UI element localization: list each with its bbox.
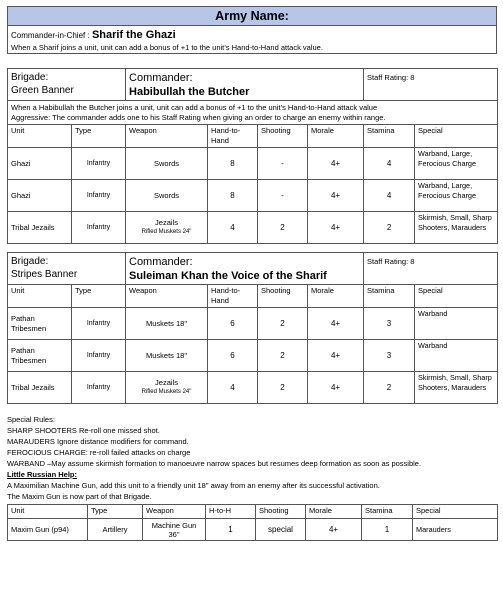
brigade-stripes-banner-table (7, 252, 498, 404)
help-line-2: The Maxim Gun is now part of that Brigade. (7, 492, 152, 501)
col-stamina: Stamina (364, 125, 415, 148)
commander-label: Commander: (129, 72, 193, 84)
special-rules (7, 414, 497, 502)
unit-hth: 8 (208, 148, 258, 180)
unit-shooting: special (256, 519, 306, 541)
col-special: Special (413, 505, 498, 519)
brigade-cell (8, 69, 126, 101)
col-type: Type (88, 505, 143, 519)
special-rules-title: Special Rules: (7, 415, 55, 424)
col-morale: Morale (308, 125, 364, 148)
weapon-main: Swords (154, 190, 180, 200)
col-morale: Morale (308, 285, 364, 308)
unit-shooting: 2 (258, 340, 308, 372)
col-shooting: Shooting (258, 285, 308, 308)
brigade-green-banner-table (7, 68, 498, 244)
col-hand-to-hand: Hand-to-Hand (208, 285, 258, 308)
unit-name: Ghazi (8, 148, 72, 180)
unit-weapon: Machine Gun 36" (143, 519, 206, 541)
unit-special: Warband (415, 340, 498, 372)
staff-rating: Staff Rating: 8 (367, 257, 415, 266)
unit-special: Skirmish, Small, Sharp Shooters, Marauders (415, 372, 498, 404)
staff-rating: Staff Rating: 8 (367, 73, 415, 82)
unit-shooting: - (258, 180, 308, 212)
unit-name: Pathan Tribesmen (8, 340, 72, 372)
staff-rating-cell (364, 69, 498, 101)
weapon-main: Jezails (155, 378, 178, 387)
cic-rule: When a Sharif joins a unit, unit can add a bonus of +1 to the unit’s Hand-to-Hand attack value. (11, 43, 323, 52)
weapon-main: Muskets 18" (145, 350, 187, 360)
special-rule-line: SHARP SHOOTERS Re-roll one missed shot. (7, 426, 160, 435)
staff-rating-cell (364, 253, 498, 285)
unit-morale: 4+ (308, 180, 364, 212)
brigade-name: Green Banner (11, 85, 74, 96)
weapon-sub: Rifled Muskets 24" (141, 388, 192, 395)
unit-name: Ghazi (8, 180, 72, 212)
brigade-cell (8, 253, 126, 285)
col-h-to-h: H-to-H (206, 505, 256, 519)
unit-stamina: 3 (364, 340, 415, 372)
unit-morale: 4+ (308, 212, 364, 244)
special-rule-line: WARBAND –May assume skirmish formation to manoeuvre narrow spaces but resumes deep formation as soon as possible. (7, 459, 422, 468)
brigade-name: Stripes Banner (11, 269, 78, 280)
unit-shooting: 2 (258, 308, 308, 340)
commander-rule-1: When a Habibullah the Butcher joins a unit, unit can add a bonus of +1 to the unit’s Hand-to-Hand attack value (11, 103, 378, 112)
special-rule-line: MARAUDERS Ignore distance modifiers for command. (7, 437, 189, 446)
col-hand-to-hand: Hand-to-Hand (208, 125, 258, 148)
brigade-label: Brigade: (11, 256, 49, 267)
col-morale: Morale (306, 505, 362, 519)
col-shooting: Shooting (256, 505, 306, 519)
unit-shooting: 2 (258, 372, 308, 404)
unit-stamina: 4 (364, 180, 415, 212)
commander-name: Suleiman Khan the Voice of the Sharif (129, 270, 327, 282)
unit-stamina: 4 (364, 148, 415, 180)
unit-name: Pathan Tribesmen (8, 308, 72, 340)
unit-shooting: - (258, 148, 308, 180)
commander-cell (126, 69, 364, 101)
unit-stamina: 3 (364, 308, 415, 340)
unit-name: Tribal Jezails (8, 212, 72, 244)
commander-label: Commander: (129, 256, 193, 268)
unit-morale: 4+ (306, 519, 362, 541)
unit-stamina: 1 (362, 519, 413, 541)
unit-hth: 6 (208, 340, 258, 372)
col-unit: Unit (8, 285, 72, 308)
unit-hth: 4 (208, 212, 258, 244)
col-unit: Unit (8, 125, 72, 148)
col-shooting: Shooting (258, 125, 308, 148)
unit-type: Infantry (72, 372, 126, 404)
army-name-title: Army Name: (8, 7, 497, 26)
weapon-main: Muskets 18" (145, 318, 187, 328)
weapon-main: Swords (154, 158, 180, 168)
unit-shooting: 2 (258, 212, 308, 244)
unit-hth: 6 (208, 308, 258, 340)
col-type: Type (72, 285, 126, 308)
col-weapon: Weapon (126, 125, 208, 148)
unit-weapon (126, 180, 208, 212)
unit-weapon (126, 372, 208, 404)
unit-weapon (126, 212, 208, 244)
commander-cell (126, 253, 364, 285)
col-special: Special (415, 285, 498, 308)
special-rule-line: FEROCIOUS CHARGE: re-roll failed attacks on charge (7, 448, 191, 457)
unit-type: Infantry (72, 148, 126, 180)
unit-morale: 4+ (308, 308, 364, 340)
col-weapon: Weapon (143, 505, 206, 519)
commander-rules (8, 101, 498, 125)
col-weapon: Weapon (126, 285, 208, 308)
unit-special: Warband, Large, Ferocious Charge (415, 180, 498, 212)
unit-type: Infantry (72, 340, 126, 372)
unit-type: Infantry (72, 212, 126, 244)
unit-hth: 4 (208, 372, 258, 404)
help-line-1: A Maximilian Machine Gun, add this unit to a friendly unit 18" away from an enemy after its successful activation. (7, 481, 380, 490)
unit-special: Warband (415, 308, 498, 340)
army-header-table (7, 6, 497, 54)
unit-weapon (126, 308, 208, 340)
col-type: Type (72, 125, 126, 148)
cic-name: Sharif the Ghazi (91, 29, 176, 41)
unit-type: Artillery (88, 519, 143, 541)
unit-stamina: 2 (364, 212, 415, 244)
commander-name: Habibullah the Butcher (129, 86, 250, 98)
col-unit: Unit (8, 505, 88, 519)
cic-label: Commander-in-Chief : (11, 31, 90, 40)
unit-morale: 4+ (308, 372, 364, 404)
help-title: Little Russian Help: (7, 470, 78, 479)
col-special: Special (415, 125, 498, 148)
commander-in-chief-cell (8, 26, 497, 54)
unit-weapon (126, 340, 208, 372)
col-stamina: Stamina (364, 285, 415, 308)
brigade-label: Brigade: (11, 72, 49, 83)
maxim-gun-table (7, 504, 498, 541)
unit-name: Tribal Jezails (8, 372, 72, 404)
unit-type: Infantry (72, 308, 126, 340)
commander-rule-2: Aggressive: The commander adds one to his Staff Rating when giving an order to charge an enemy within range. (11, 113, 386, 122)
unit-special: Skirmish, Small, Sharp Shooters, Marauders (415, 212, 498, 244)
col-stamina: Stamina (362, 505, 413, 519)
unit-name: Maxim Gun (p94) (8, 519, 88, 541)
weapon-main: Jezails (155, 218, 178, 227)
unit-special: Warband, Large, Ferocious Charge (415, 148, 498, 180)
unit-special: Marauders (413, 519, 498, 541)
unit-stamina: 2 (364, 372, 415, 404)
unit-type: Infantry (72, 180, 126, 212)
unit-morale: 4+ (308, 148, 364, 180)
unit-morale: 4+ (308, 340, 364, 372)
unit-hth: 8 (208, 180, 258, 212)
unit-hth: 1 (206, 519, 256, 541)
unit-weapon (126, 148, 208, 180)
weapon-sub: Rifled Muskets 24" (141, 228, 192, 235)
